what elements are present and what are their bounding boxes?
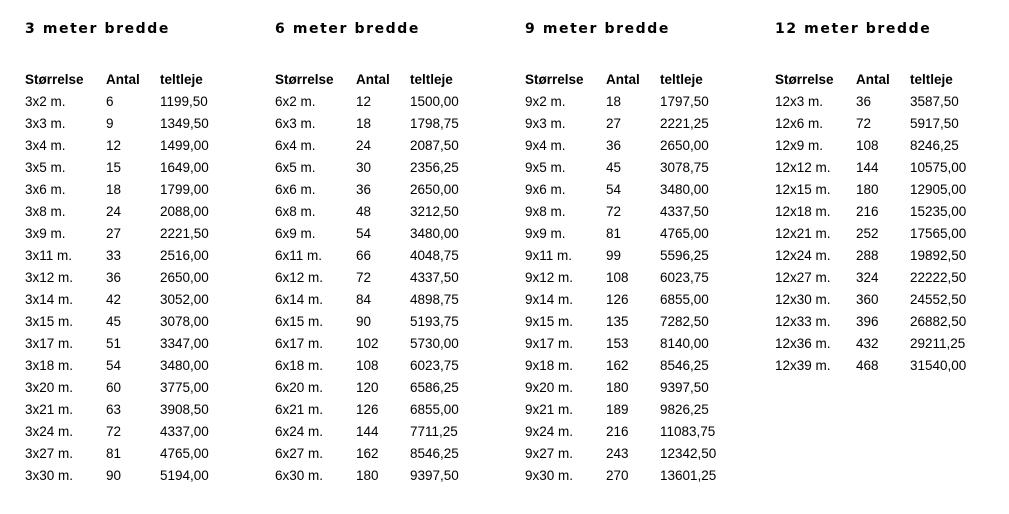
size-cell: 12x36 m. [775, 336, 831, 351]
price-cell: 12905,00 [910, 182, 967, 197]
count-cell: 18 [356, 116, 372, 131]
column-header-size: Størrelse [775, 72, 834, 87]
price-cell: 3480,00 [410, 226, 459, 241]
table-header-row [275, 69, 500, 91]
table-row [275, 135, 500, 157]
count-cell: 144 [356, 424, 379, 439]
column-header-count: Antal [106, 72, 140, 87]
size-cell: 9x24 m. [525, 424, 574, 439]
table-header-row [25, 69, 250, 91]
count-cell: 72 [856, 116, 872, 131]
price-cell: 3480,00 [660, 182, 709, 197]
table-row [775, 179, 1000, 201]
table-row [775, 157, 1000, 179]
size-cell: 3x2 m. [25, 94, 66, 109]
table-row [775, 245, 1000, 267]
column-header-size: Størrelse [525, 72, 584, 87]
table-row [525, 245, 750, 267]
size-cell: 9x9 m. [525, 226, 566, 241]
column-header-count: Antal [356, 72, 390, 87]
size-cell: 9x15 m. [525, 314, 574, 329]
table-row [25, 333, 250, 355]
table-row [25, 179, 250, 201]
count-cell: 30 [356, 160, 372, 175]
column-header-price: teltleje [660, 72, 703, 87]
price-cell: 1798,75 [410, 116, 459, 131]
price-cell: 3908,50 [160, 402, 209, 417]
price-cell: 4337,50 [660, 204, 709, 219]
price-cell: 1499,00 [160, 138, 209, 153]
table-row [275, 245, 500, 267]
table-row [525, 311, 750, 333]
table-row [525, 91, 750, 113]
count-cell: 51 [106, 336, 122, 351]
size-cell: 6x24 m. [275, 424, 324, 439]
table-row [775, 113, 1000, 135]
table-row [525, 465, 750, 487]
size-cell: 6x18 m. [275, 358, 324, 373]
size-cell: 12x15 m. [775, 182, 831, 197]
table-row [275, 223, 500, 245]
table-row [275, 267, 500, 289]
table-row [525, 113, 750, 135]
price-cell: 10575,00 [910, 160, 967, 175]
table-row [275, 91, 500, 113]
count-cell: 108 [356, 358, 379, 373]
size-cell: 3x8 m. [25, 204, 66, 219]
price-cell: 5730,00 [410, 336, 459, 351]
price-cell: 7711,25 [410, 424, 458, 439]
count-cell: 72 [106, 424, 122, 439]
price-cell: 1797,50 [660, 94, 709, 109]
price-cell: 9397,50 [660, 380, 709, 395]
count-cell: 54 [606, 182, 622, 197]
count-cell: 24 [356, 138, 372, 153]
table-row [525, 399, 750, 421]
price-table [525, 69, 750, 487]
price-cell: 1349,50 [160, 116, 209, 131]
count-cell: 396 [856, 314, 879, 329]
column-header-count: Antal [856, 72, 890, 87]
price-cell: 3078,75 [660, 160, 709, 175]
size-cell: 3x20 m. [25, 380, 74, 395]
price-cell: 8140,00 [660, 336, 709, 351]
table-row [25, 223, 250, 245]
table-row [525, 421, 750, 443]
price-cell: 15235,00 [910, 204, 967, 219]
count-cell: 108 [606, 270, 629, 285]
count-cell: 180 [606, 380, 629, 395]
price-cell: 13601,25 [660, 468, 717, 483]
count-cell: 153 [606, 336, 629, 351]
table-row [275, 377, 500, 399]
size-cell: 9x8 m. [525, 204, 566, 219]
table-row [525, 179, 750, 201]
table-row [275, 421, 500, 443]
table-row [25, 421, 250, 443]
size-cell: 9x4 m. [525, 138, 566, 153]
table-row [275, 201, 500, 223]
count-cell: 216 [856, 204, 879, 219]
price-cell: 9397,50 [410, 468, 459, 483]
table-row [25, 113, 250, 135]
table-row [275, 443, 500, 465]
price-cell: 12342,50 [660, 446, 717, 461]
count-cell: 468 [856, 358, 879, 373]
size-cell: 12x12 m. [775, 160, 831, 175]
price-cell: 7282,50 [660, 314, 709, 329]
table-row [775, 289, 1000, 311]
price-cell: 6855,00 [660, 292, 709, 307]
count-cell: 324 [856, 270, 879, 285]
price-cell: 4337,00 [160, 424, 209, 439]
price-cell: 5194,00 [160, 468, 209, 483]
size-cell: 3x9 m. [25, 226, 66, 241]
size-cell: 6x14 m. [275, 292, 324, 307]
price-cell: 5596,25 [660, 248, 709, 263]
size-cell: 6x27 m. [275, 446, 324, 461]
count-cell: 216 [606, 424, 629, 439]
size-cell: 3x30 m. [25, 468, 74, 483]
size-cell: 9x17 m. [525, 336, 574, 351]
price-cell: 3212,50 [410, 204, 459, 219]
table-row [525, 135, 750, 157]
size-cell: 12x6 m. [775, 116, 824, 131]
count-cell: 72 [356, 270, 372, 285]
size-cell: 12x30 m. [775, 292, 831, 307]
count-cell: 252 [856, 226, 879, 241]
size-cell: 3x27 m. [25, 446, 74, 461]
price-cell: 8246,25 [910, 138, 959, 153]
price-cell: 1799,00 [160, 182, 209, 197]
size-cell: 9x20 m. [525, 380, 574, 395]
table-row [525, 355, 750, 377]
price-cell: 6855,00 [410, 402, 459, 417]
table-row [25, 91, 250, 113]
count-cell: 45 [606, 160, 622, 175]
table-row [25, 355, 250, 377]
price-cell: 2356,25 [410, 160, 459, 175]
price-cell: 5917,50 [910, 116, 959, 131]
table-row [275, 157, 500, 179]
size-cell: 6x4 m. [275, 138, 316, 153]
count-cell: 84 [356, 292, 372, 307]
count-cell: 54 [106, 358, 122, 373]
count-cell: 9 [106, 116, 114, 131]
size-cell: 9x12 m. [525, 270, 574, 285]
size-cell: 3x3 m. [25, 116, 66, 131]
table-row [775, 223, 1000, 245]
count-cell: 48 [356, 204, 372, 219]
count-cell: 180 [356, 468, 379, 483]
table-row [275, 399, 500, 421]
size-cell: 3x6 m. [25, 182, 66, 197]
column-header-size: Størrelse [25, 72, 84, 87]
price-cell: 9826,25 [660, 402, 709, 417]
count-cell: 18 [106, 182, 122, 197]
count-cell: 6 [106, 94, 114, 109]
table-row [525, 201, 750, 223]
size-cell: 12x21 m. [775, 226, 831, 241]
count-cell: 102 [356, 336, 379, 351]
size-cell: 9x3 m. [525, 116, 566, 131]
price-cell: 22222,50 [910, 270, 967, 285]
column-header-size: Størrelse [275, 72, 334, 87]
size-cell: 6x11 m. [275, 248, 323, 263]
table-row [525, 267, 750, 289]
price-cell: 19892,50 [910, 248, 967, 263]
table-row [275, 179, 500, 201]
count-cell: 12 [356, 94, 372, 109]
price-cell: 5193,75 [410, 314, 459, 329]
count-cell: 81 [106, 446, 122, 461]
price-cell: 3052,00 [160, 292, 209, 307]
count-cell: 90 [356, 314, 372, 329]
count-cell: 135 [606, 314, 629, 329]
table-row [525, 333, 750, 355]
table-row [25, 289, 250, 311]
column-header-price: teltleje [910, 72, 953, 87]
price-cell: 3775,00 [160, 380, 209, 395]
price-cell: 11083,75 [660, 424, 716, 439]
count-cell: 432 [856, 336, 879, 351]
count-cell: 81 [606, 226, 622, 241]
price-cell: 3078,00 [160, 314, 209, 329]
count-cell: 18 [606, 94, 622, 109]
count-cell: 36 [106, 270, 122, 285]
section-title: 12 meter bredde [775, 21, 932, 37]
table-row [775, 135, 1000, 157]
size-cell: 9x5 m. [525, 160, 566, 175]
table-row [275, 465, 500, 487]
size-cell: 9x11 m. [525, 248, 573, 263]
table-row [525, 443, 750, 465]
table-row [775, 201, 1000, 223]
count-cell: 12 [106, 138, 122, 153]
table-row [25, 267, 250, 289]
price-cell: 6023,75 [410, 358, 459, 373]
price-cell: 2221,50 [160, 226, 209, 241]
count-cell: 162 [606, 358, 629, 373]
size-cell: 12x24 m. [775, 248, 831, 263]
price-cell: 1500,00 [410, 94, 459, 109]
size-cell: 6x15 m. [275, 314, 324, 329]
count-cell: 36 [606, 138, 622, 153]
table-row [25, 311, 250, 333]
count-cell: 162 [356, 446, 379, 461]
table-row [275, 311, 500, 333]
count-cell: 45 [106, 314, 122, 329]
price-cell: 8546,25 [660, 358, 709, 373]
table-row [25, 135, 250, 157]
price-cell: 31540,00 [910, 358, 967, 373]
price-cell: 29211,25 [910, 336, 966, 351]
size-cell: 9x14 m. [525, 292, 574, 307]
size-cell: 3x15 m. [25, 314, 74, 329]
size-cell: 3x5 m. [25, 160, 66, 175]
table-row [525, 157, 750, 179]
count-cell: 288 [856, 248, 879, 263]
table-row [25, 399, 250, 421]
table-row [525, 377, 750, 399]
count-cell: 33 [106, 248, 122, 263]
count-cell: 180 [856, 182, 879, 197]
count-cell: 270 [606, 468, 629, 483]
column-header-count: Antal [606, 72, 640, 87]
table-row [275, 289, 500, 311]
price-cell: 2650,00 [660, 138, 709, 153]
size-cell: 6x3 m. [275, 116, 316, 131]
price-cell: 2088,00 [160, 204, 209, 219]
size-cell: 12x18 m. [775, 204, 831, 219]
count-cell: 360 [856, 292, 879, 307]
column-header-price: teltleje [410, 72, 453, 87]
size-cell: 9x30 m. [525, 468, 574, 483]
size-cell: 6x8 m. [275, 204, 316, 219]
table-row [275, 113, 500, 135]
section-title: 6 meter bredde [275, 21, 421, 37]
price-cell: 8546,25 [410, 446, 459, 461]
count-cell: 27 [106, 226, 122, 241]
count-cell: 126 [606, 292, 629, 307]
price-cell: 2650,00 [160, 270, 209, 285]
count-cell: 108 [856, 138, 879, 153]
count-cell: 54 [356, 226, 372, 241]
table-row [25, 157, 250, 179]
size-cell: 6x21 m. [275, 402, 324, 417]
price-cell: 3587,50 [910, 94, 959, 109]
table-row [25, 377, 250, 399]
column-header-price: teltleje [160, 72, 203, 87]
size-cell: 6x5 m. [275, 160, 316, 175]
size-cell: 12x27 m. [775, 270, 831, 285]
count-cell: 90 [106, 468, 122, 483]
size-cell: 12x9 m. [775, 138, 824, 153]
count-cell: 72 [606, 204, 622, 219]
size-cell: 12x3 m. [775, 94, 824, 109]
size-cell: 3x12 m. [25, 270, 74, 285]
table-row [25, 245, 250, 267]
count-cell: 189 [606, 402, 629, 417]
price-cell: 2221,25 [660, 116, 709, 131]
price-cell: 2516,00 [160, 248, 209, 263]
price-cell: 3347,00 [160, 336, 209, 351]
count-cell: 36 [856, 94, 872, 109]
price-cell: 6023,75 [660, 270, 709, 285]
size-cell: 6x2 m. [275, 94, 316, 109]
count-cell: 24 [106, 204, 122, 219]
price-cell: 4898,75 [410, 292, 459, 307]
price-cell: 17565,00 [910, 226, 967, 241]
price-cell: 2087,50 [410, 138, 459, 153]
table-row [25, 465, 250, 487]
price-cell: 24552,50 [910, 292, 967, 307]
size-cell: 6x6 m. [275, 182, 316, 197]
price-table [275, 69, 500, 487]
price-cell: 3480,00 [160, 358, 209, 373]
size-cell: 6x17 m. [275, 336, 324, 351]
count-cell: 63 [106, 402, 122, 417]
size-cell: 9x6 m. [525, 182, 566, 197]
price-table [25, 69, 250, 487]
table-row [275, 355, 500, 377]
count-cell: 27 [606, 116, 622, 131]
size-cell: 3x17 m. [25, 336, 74, 351]
table-row [525, 223, 750, 245]
count-cell: 120 [356, 380, 379, 395]
table-row [775, 267, 1000, 289]
table-row [775, 91, 1000, 113]
price-cell: 6586,25 [410, 380, 459, 395]
size-cell: 9x18 m. [525, 358, 574, 373]
size-cell: 12x39 m. [775, 358, 831, 373]
size-cell: 12x33 m. [775, 314, 831, 329]
count-cell: 66 [356, 248, 372, 263]
size-cell: 9x2 m. [525, 94, 566, 109]
size-cell: 6x30 m. [275, 468, 324, 483]
price-cell: 2650,00 [410, 182, 459, 197]
count-cell: 60 [106, 380, 122, 395]
price-cell: 4765,00 [160, 446, 209, 461]
table-row [775, 311, 1000, 333]
size-cell: 3x11 m. [25, 248, 73, 263]
section-title: 9 meter bredde [525, 21, 671, 37]
price-cell: 4337,50 [410, 270, 459, 285]
size-cell: 9x27 m. [525, 446, 574, 461]
count-cell: 126 [356, 402, 379, 417]
table-row [775, 333, 1000, 355]
size-cell: 3x18 m. [25, 358, 74, 373]
size-cell: 3x4 m. [25, 138, 66, 153]
table-row [525, 289, 750, 311]
price-cell: 1649,00 [160, 160, 209, 175]
size-cell: 6x9 m. [275, 226, 316, 241]
size-cell: 9x21 m. [525, 402, 574, 417]
price-cell: 4765,00 [660, 226, 709, 241]
price-cell: 4048,75 [410, 248, 459, 263]
table-row [25, 201, 250, 223]
count-cell: 42 [106, 292, 122, 307]
table-row [275, 333, 500, 355]
size-cell: 3x14 m. [25, 292, 74, 307]
table-header-row [775, 69, 1000, 91]
price-table [775, 69, 1000, 377]
size-cell: 3x21 m. [25, 402, 74, 417]
count-cell: 15 [106, 160, 122, 175]
count-cell: 243 [606, 446, 629, 461]
size-cell: 6x20 m. [275, 380, 324, 395]
size-cell: 6x12 m. [275, 270, 324, 285]
count-cell: 144 [856, 160, 879, 175]
size-cell: 3x24 m. [25, 424, 74, 439]
table-row [25, 443, 250, 465]
count-cell: 36 [356, 182, 372, 197]
table-row [775, 355, 1000, 377]
price-cell: 26882,50 [910, 314, 967, 329]
section-title: 3 meter bredde [25, 21, 171, 37]
count-cell: 99 [606, 248, 622, 263]
table-header-row [525, 69, 750, 91]
price-cell: 1199,50 [160, 94, 208, 109]
